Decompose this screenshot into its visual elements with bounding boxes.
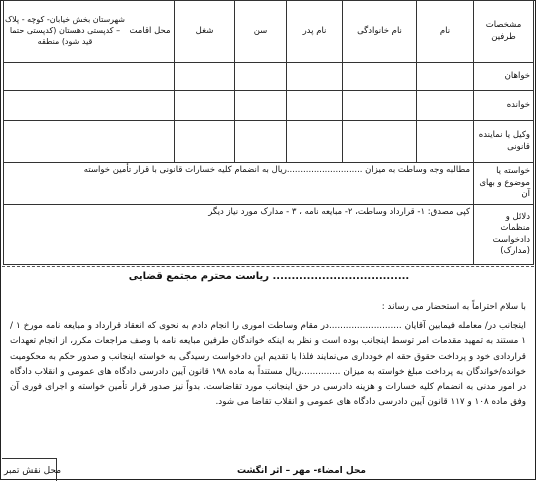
attorney-row <box>4 121 534 163</box>
attorney-address-cell[interactable] <box>4 121 175 163</box>
plaintiff-age-cell[interactable] <box>235 63 287 91</box>
plaintiff-occupation-cell[interactable] <box>175 63 235 91</box>
footer <box>0 466 538 480</box>
defendant-address-cell[interactable] <box>4 91 175 121</box>
plaintiff-label: خواهان <box>474 63 534 91</box>
defendant-last-name-cell[interactable] <box>343 91 417 121</box>
addressee-heading: ریاست محترم مجتمع قضایی .................................... <box>128 271 410 282</box>
residence-label: محل اقامت <box>129 25 171 36</box>
defendant-age-cell[interactable] <box>235 91 287 121</box>
plaintiff-row <box>4 63 534 91</box>
defendant-father-name-cell[interactable] <box>287 91 343 121</box>
evidence-row <box>4 205 534 265</box>
attorney-father-name-cell[interactable] <box>287 121 343 163</box>
petition-paragraph: اینجانب در/ معامله فیمابین آقایان ..........................در مقام وساطت اموری را انجام دادم به نحوی که انعقاد قرارداد و مبایعه نامه مورخ ۱ / ۱ مستند به تمهید مقدمات امر توسط اینجانب بوده است و نظر به اینکه خواندگان طرفین مبایعه نامه با وصف مراجعات مکرر، از انجام تعهدات قراردادی خود و پرداخت حقوق حقه ام خودداری می‌نمایند فلذا با تقدیم این دادخواست رسیدگی به خواسته اینجانب و صدور حکم به محکومیت خوانده/خواندگان به پرداخت مبلغ خواسته به میزان ..............ریال مستنداً به ماده ۱۹۸ قانون آیین دادرسی دادگاه های عمومی و انقلاب دادگاه در امور مدنی به انضمام کلیه خسارات و هزینه دادرسی در حق اینجانب مورد تقاضاست. بدواً نیز صدور قرار تأمین خواسته و اجرای فوری آن وفق ماده ۱۰۸ و ۱۱۷ قانون آیین دادرسی دادگاه های عمومی و انقلاب تقاضا می شود. <box>10 321 526 408</box>
defendant-occupation-cell[interactable] <box>175 91 235 121</box>
signature-label: محل امضاء- مهر – اثر انگشت <box>236 466 366 476</box>
claim-text[interactable]: مطالبه وجه وساطت به میزان ............................ریال به انضمام کلیه خسارات قانونی با قرار تأمین خواسته <box>4 163 474 205</box>
defendant-row <box>4 91 534 121</box>
defendant-label: خوانده <box>474 91 534 121</box>
last-name-header: نام خانوادگی <box>343 1 417 63</box>
residence-header <box>4 1 175 63</box>
plaintiff-father-name-cell[interactable] <box>287 63 343 91</box>
attorney-label: وکیل یا نماینده قانونی <box>474 121 534 163</box>
first-name-header: نام <box>417 1 474 63</box>
age-header: سن <box>235 1 287 63</box>
claim-row <box>4 163 534 205</box>
father-name-header: نام پدر <box>287 1 343 63</box>
attorney-age-cell[interactable] <box>235 121 287 163</box>
evidence-text[interactable]: کپی مصدق: ۱- قرارداد وساطت، ۲- مبایعه نامه ، ۳ - مدارک مورد نیاز دیگر <box>4 205 474 265</box>
plaintiff-address-cell[interactable] <box>4 63 175 91</box>
plaintiff-last-name-cell[interactable] <box>343 63 417 91</box>
defendant-first-name-cell[interactable] <box>417 91 474 121</box>
evidence-label: دلائل و منظمات دادخواست (مدارک) <box>474 205 534 265</box>
claim-label: خواسته یا موضوع و بهای آن <box>474 163 534 205</box>
petition-body <box>10 300 526 410</box>
attorney-occupation-cell[interactable] <box>175 121 235 163</box>
occupation-header: شغل <box>175 1 235 63</box>
parties-table <box>3 0 534 265</box>
plaintiff-first-name-cell[interactable] <box>417 63 474 91</box>
header-row <box>4 1 534 63</box>
stamp-label: محل نقش تمبر <box>4 466 62 476</box>
parties-label-header: مشخصات طرفین <box>474 1 534 63</box>
greeting-text: با سلام احتراماً به استحضار می رساند : <box>381 302 526 312</box>
attorney-last-name-cell[interactable] <box>343 121 417 163</box>
divider-line <box>2 266 534 267</box>
address-detail-label: شهرستان بخش خیابان- کوچه - پلاک – کدپستی دهستان (کدپستی حتما قید شود) منطقه <box>5 15 125 46</box>
attorney-first-name-cell[interactable] <box>417 121 474 163</box>
